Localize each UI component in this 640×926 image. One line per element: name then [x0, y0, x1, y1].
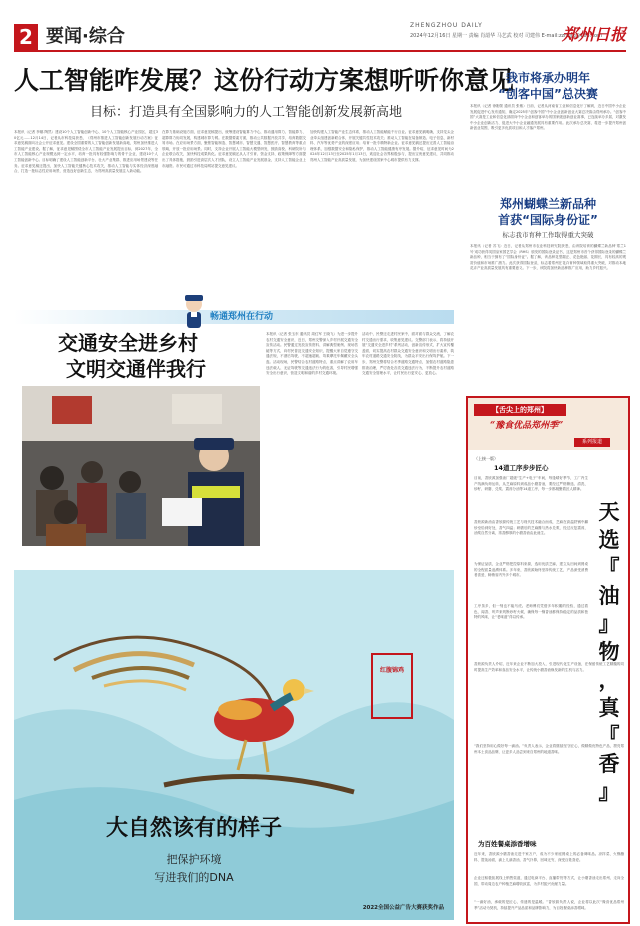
- police-mascot-icon: [180, 292, 208, 332]
- ad-title: 大自然该有的样子: [105, 816, 282, 841]
- story-orchid-title: [470, 196, 626, 228]
- story-orchid-title-line2: 首获“国际身份证”: [498, 213, 598, 227]
- story-chuangke-title: [470, 70, 626, 102]
- feature-body-9: “一滴好油，承载的是匠心，传递的是温暖。”香欣源负责人说，企业将以此次“豫食优品郑州季”活动为契机，持续提升产品品质和品牌影响力，为百姓餐桌添香增味。: [474, 900, 624, 910]
- page-header: [14, 22, 626, 52]
- feature-body-6: “我们坚持用心做好每一滴油。”负责人表示，企业将继续坚守匠心，做精做优特色产品，擦亮郑州本土食品品牌，让更多人品尝到来自郑州的地道香味。: [474, 744, 624, 754]
- feature-tag: 【舌尖上的郑州】: [474, 404, 566, 416]
- story-orchid-body: 本报讯（记者 苏飞）近日，记者从郑州市农业科技研究院获悉，由该院培育的蝴蝶兰新品种‘郑兰1号’成功获得英国皇家园艺学会（RHS）颁发的国际登录证书，这是郑州市首个获得国际登录的蝴蝶兰新品种，相当于拥有了“国际身份证”。据了解，该品种花型端正、花色艳丽、花期长，具有较高的观赏价值和市场推广潜力。此次获得国际登录，标志着郑州在花卉育种领域取得重大突破，对推动本地花卉产业高质量发展具有重要意义。下一步，该院将加快新品种推广应用，助力乡村振兴。: [470, 244, 626, 271]
- traffic-body-column-1: 本报讯（记者 张玉东 通讯员 周红军 王晓飞）为进一步提升农村交通安全意识，近日，郑州交警深入乡村开展交通安全宣传活动。民警通过发放宣传资料、讲解典型案例、现场答疑等方式，向村民普及交通安全知识，提醒大家自觉遵守交通法规，不酒后驾驶、不超速超载、驾乘摩托车佩戴安全头盔。活动现场，民警结合农村道路特点，重点讲解了农用车违法载人、无证驾驶等交通违法行为的危害，引导村民增强安全出行意识，营造文明和谐的乡村交通环境。: [266, 332, 358, 376]
- vertical-title-char: ，: [598, 668, 620, 692]
- section-name: 要闻·综合: [46, 26, 125, 47]
- vertical-title-char: 香: [598, 752, 620, 776]
- vertical-title-char: 物: [598, 640, 620, 664]
- story-orchid-subhead: 标志我市育种工作取得重大突破: [502, 231, 594, 239]
- feature-vertical-title: [592, 498, 626, 806]
- vertical-title-char: 『: [598, 724, 620, 748]
- feature-series-badge: 系列报道: [574, 438, 610, 447]
- story-orchid-title-line1: 郑州蝴蝶兰新品种: [499, 197, 596, 211]
- page-number: 2: [14, 24, 38, 50]
- feature-frame: [466, 396, 630, 924]
- vertical-title-char: 』: [598, 612, 620, 636]
- lead-body-column-2: 在算力基础设施方面，征求意见稿提出，统筹建设智能算力中心，推动通用算力、智能算力、超算算力协同发展，构建城市算力网。在数据要素方面，推动公共数据开放共享，培育数据交易市场。在应用场景方面，聚焦智能制造、智慧城市、智慧交通、智慧医疗、智慧教育等重点领域，开放一批应用场景。同时，支持企业开展人工智能大模型研发，鼓励高校、科研院所与企业联合攻关，加快科技成果转化。征求意见稿还从人才引育、资金支持、政策保障等方面提出了具体措施，鼓励引进高层次人才团队，设立人工智能产业发展基金，支持人工智能企业上市融资。市民可通过市科技局网站提交意见建议。: [162, 130, 306, 168]
- story-chuangke-body: 本报讯（记者 徐刚领 通讯员 张敏）日前，记者从河南省工业和信息化厅了解到，近日中国中小企业发展促进中心发布通知，确定2025年“创客中国”中小企业创新创业大赛总决赛由郑州承办。“创客中国”大赛是工业和信息化部面向中小企业和创客举办的国家级创新创业赛事，已连续举办多届，对激发中小企业创新活力、促进大中小企业融通发展具有重要作用。此次承办总决赛，将进一步提升郑州创新创业氛围，吸引更多优质项目和人才落户郑州。: [470, 104, 626, 131]
- vertical-title-char: 『: [598, 556, 620, 580]
- feature-body-7: 近年来，香欣源小磨香油走进千家万户，成为不少家庭餐桌上的必备调味品。凉拌菜、火锅蘸料、馄饨汤面，滴上几滴香油，香气扑鼻，回味无穷，深受百姓喜爱。: [474, 852, 624, 862]
- feature-body-4: 工序虽多，但一刻也不能马虎。老师傅们凭借多年积累的经验，通过看色、闻香、听声来判断炒籽火候，确保每一锅香油都保持稳定的品质和独特的风味，让“老味道”得以传承。: [474, 604, 588, 620]
- ad-credit: 2022全国公益广告大赛获奖作品: [362, 905, 444, 911]
- feature-header: [468, 398, 628, 450]
- feature-body-1: 目前，香欣源加强油厂超级“生产+电子”车间，每逢晴好季节，工厂内生产线满负荷运转，从芝麻原料到成品小磨香油，要经过严格筛选、清洗、炒籽、研磨、兑浆、震荡分油等14道工序，每一步都凝聚着匠人精神。: [474, 476, 588, 492]
- vertical-title-char: 真: [598, 696, 620, 720]
- vertical-title-char: 选: [598, 528, 620, 552]
- paper-english-name: ZHENGZHOU DAILY: [410, 22, 483, 29]
- feature-kicker: （上接一版）: [474, 456, 498, 461]
- feature-section-head-2: 为百姓餐桌添香增味: [478, 840, 537, 848]
- story-chuangke-title-line2: “创客中国”总决赛: [498, 87, 598, 101]
- date-line: 2024年12月16日 星期一 责编 肖韶华 马艺武 校对 司建伟 E-mail:zzrbjjx@163.com: [410, 33, 602, 39]
- vertical-title-char: 』: [598, 780, 620, 804]
- lead-body-column-3: 加快构建人工智能产业生态体系，推动人工智能赋能千行百业。征求意见稿明确，支持龙头企业牵头组建创新联合体，开展关键共性技术攻关；推动人工智能在装备制造、电子信息、新材料、汽车等优势产业的深度应用；培育一批专精特新企业。征求意见稿还提出完善人工智能治理体系，加强数据安全和隐私保护，推动人工智能健康有序发展。据介绍，征求意见时间为2024年12月13日至2025年1月13日，欢迎社会各界积极参与，提出宝贵意见建议，共同推动郑州人工智能产业高质量发展，为加快建设国家中心城市提供有力支撑。: [310, 130, 454, 162]
- ad-stamp: 红腹锦鸡: [379, 667, 404, 674]
- ad-slogan-line1: 把保护环境: [166, 853, 222, 866]
- traffic-photo: [22, 386, 260, 546]
- vertical-title-char: 油: [598, 584, 620, 608]
- band-title: 畅通郑州在行动: [210, 312, 274, 322]
- traffic-title-line2: 文明交通伴我行: [66, 357, 206, 381]
- lead-headline: 人工智能咋发展？这份行动方案想听听你意见: [14, 66, 515, 95]
- feature-banner: “豫食优品郑州季”: [490, 421, 564, 431]
- masthead-logo: 郑州日报: [561, 25, 626, 44]
- traffic-body-column-2: 活动中，民警还走进村民家中，面对面与群众交流，了解农村交通出行需求，收集意见建议。交警部门表示，将持续开展“交通安全进乡村”系列活动，创新宣传形式，扩大宣传覆盖面，切实提高农村群众交通安全意识和文明出行素养，筑牢农村道路交通安全防线，为群众平安出行保驾护航。下一步，郑州交警将结合冬季道路交通特点，加强农村道路隐患排查治理，严厉查处各类交通违法行为，不断提升农村道路交通安全管理水平，让村民出行更安心、更放心。: [362, 332, 454, 376]
- feature-body-2: 香欣源新油由香欣源传统工艺与现代技术融合而成，芝麻在高温铁锅中翻炒至恰到好处，香气四溢；研磨后的芝麻酱与热水兑浆，经过反复震荡，油浆自然分离，浓香醇厚的小磨香油由此诞生。: [474, 520, 588, 536]
- story-chuangke-title-line1: 我市将承办明年: [505, 71, 590, 85]
- traffic-title-line1: 交通安全进乡村: [58, 331, 198, 355]
- vertical-title-char: 天: [598, 500, 620, 524]
- public-service-ad: [14, 570, 454, 920]
- lead-body-column-1: 本报讯（记者 李娜 陶然）建设10个人工智能创新中心、10个人工智能核心产业园区，超过30亿元……12月14日，记者从市科技局获悉，《郑州市推进人工智能创新发展行动方案》征求意见稿面向社会公开征求意见。建设全国重要的人工智能创新发展新高地，郑州加快推进人工智能产业建设。据了解，征求意见稿围绕全市人工智能产业发展提出目标，到2027年，全市人工智能核心产业规模达到一定水平，培育一批具有较强影响力的骨干企业，建设10个人工智能创新中心。目标明确了建设人工智能创新平台、壮大产业集群、推进应用场景建设等任务。征求意见稿还提出，加快人工智能关键核心技术攻关，推动人工智能与实体经济深度融合，打造一批标志性应用场景，营造良好创新生态，为郑州高质量发展注入新动能。: [14, 130, 158, 174]
- feature-body-8: 企业还积极拓展线上销售渠道，通过电商平台、直播带货等方式，让小磨香油走出郑州、走向全国，带动周边农户种植芝麻增收致富，为乡村振兴贡献力量。: [474, 876, 624, 886]
- feature-body-5: 香欣源负责人介绍，近年来企业不断加大投入，引进现代化生产设备，在保留传统工艺精髓的同时提高生产效率和食品安全水平，让传统小磨香油焕发新的生机与活力。: [474, 662, 624, 672]
- feature-body-3: 为保证品质，企业严格把控原料来源，选用优质芝麻，建立从田间到餐桌的全程质量追溯体系。多年来，香欣源始终坚持传统工艺，产品深受消费者喜爱，畅销省内外多个城市。: [474, 562, 588, 578]
- feature-section-head: 14道工序步步匠心: [494, 464, 549, 472]
- lead-subhead: 目标：打造具有全国影响力的人工智能创新发展新高地: [90, 105, 403, 120]
- ad-slogan-line2: 写进我们的DNA: [154, 871, 234, 884]
